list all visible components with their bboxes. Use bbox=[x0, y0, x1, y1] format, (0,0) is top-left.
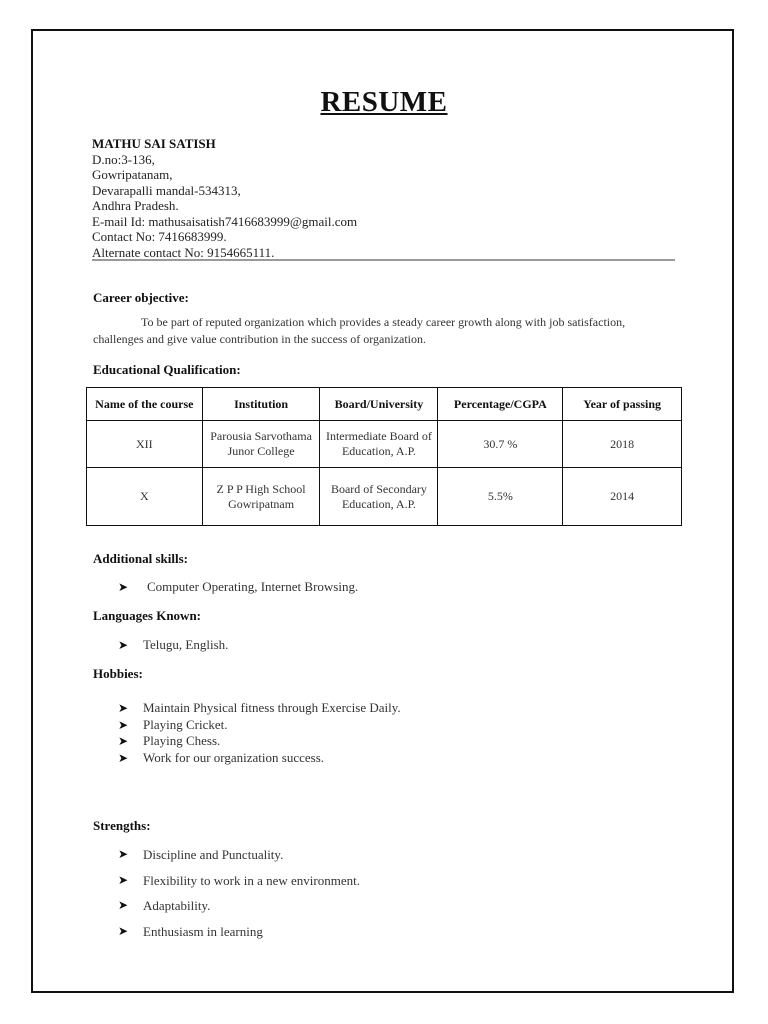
course-cell: X bbox=[87, 468, 203, 526]
list-item: ➤ Discipline and Punctuality. bbox=[118, 842, 360, 868]
table-row bbox=[87, 421, 682, 468]
board-cell: Intermediate Board of Education, A.P. bbox=[320, 421, 438, 468]
arrowhead-bullet-icon: ➤ bbox=[118, 923, 129, 938]
list-item: ➤ Enthusiasm in learning bbox=[118, 919, 360, 945]
languages-list bbox=[118, 637, 228, 653]
contact-number-line: Contact No: 7416683999. bbox=[92, 229, 227, 244]
arrowhead-bullet-icon: ➤ bbox=[118, 872, 129, 887]
institution-cell: Z P P High School Gowripatnam bbox=[202, 468, 320, 526]
list-item: ➤ Computer Operating, Internet Browsing. bbox=[118, 579, 359, 594]
languages-heading: Languages Known: bbox=[93, 608, 201, 623]
percentage-cell: 30.7 % bbox=[438, 421, 563, 468]
additional-skills-heading: Additional skills: bbox=[93, 551, 189, 566]
arrowhead-bullet-icon: ➤ bbox=[118, 734, 129, 748]
column-header: Year of passing bbox=[563, 388, 682, 421]
table-row bbox=[87, 468, 682, 526]
hobbies-heading: Hobbies: bbox=[93, 666, 143, 681]
alternate-contact-line: Alternate contact No: 9154665111. bbox=[92, 244, 275, 260]
list-item: ➤ Flexibility to work in a new environment. bbox=[118, 868, 360, 894]
list-item: ➤ Adaptability. bbox=[118, 893, 360, 919]
column-header: Name of the course bbox=[87, 388, 203, 421]
address-line: Andhra Pradesh. bbox=[92, 198, 179, 213]
course-cell: XII bbox=[87, 421, 203, 468]
contact-block bbox=[92, 136, 357, 260]
table-header-row bbox=[87, 388, 682, 421]
candidate-name: MATHU SAI SATISH bbox=[92, 136, 216, 151]
skills-list bbox=[118, 579, 358, 595]
address-line: Devarapalli mandal-534313, bbox=[92, 182, 241, 198]
year-cell: 2018 bbox=[563, 421, 682, 468]
arrowhead-bullet-icon: ➤ bbox=[118, 847, 129, 861]
hobbies-list bbox=[118, 700, 401, 766]
career-objective-heading: Career objective: bbox=[93, 290, 189, 305]
arrowhead-bullet-icon: ➤ bbox=[118, 717, 129, 732]
arrowhead-bullet-icon: ➤ bbox=[118, 638, 129, 652]
board-cell: Board of Secondary Education, A.P. bbox=[320, 468, 438, 526]
list-item: ➤ Playing Cricket. bbox=[118, 716, 228, 732]
education-table bbox=[86, 387, 682, 526]
header-divider bbox=[92, 259, 675, 261]
email-line: E-mail Id: mathusaisatish7416683999@gmail.com bbox=[92, 213, 358, 229]
percentage-cell: 5.5% bbox=[438, 468, 563, 526]
arrowhead-bullet-icon: ➤ bbox=[118, 898, 129, 912]
column-header: Board/University bbox=[320, 388, 438, 421]
list-item: ➤ Work for our organization success. bbox=[118, 749, 325, 765]
column-header: Institution bbox=[202, 388, 320, 421]
year-cell: 2014 bbox=[563, 468, 682, 526]
list-item: ➤ Playing Chess. bbox=[118, 733, 221, 748]
list-item: ➤ Maintain Physical fitness through Exercise Daily. bbox=[118, 700, 401, 715]
institution-cell: Parousia Sarvothama Junor College bbox=[202, 421, 320, 468]
address-line: Gowripatanam, bbox=[92, 167, 173, 182]
resume-title: RESUME bbox=[320, 86, 448, 118]
address-line: D.no:3-136, bbox=[92, 151, 155, 167]
arrowhead-bullet-icon: ➤ bbox=[118, 701, 129, 715]
column-header: Percentage/CGPA bbox=[438, 388, 563, 421]
strengths-list bbox=[118, 842, 360, 944]
strengths-heading: Strengths: bbox=[93, 818, 151, 833]
list-item: ➤ Telugu, English. bbox=[118, 637, 229, 652]
arrowhead-bullet-icon: ➤ bbox=[118, 580, 129, 594]
arrowhead-bullet-icon: ➤ bbox=[118, 750, 129, 765]
education-heading: Educational Qualification: bbox=[93, 362, 241, 377]
career-objective-text: To be part of reputed organization which provides a steady career growth along with job satisfaction, challenges and give value contribution in the success of organization. bbox=[93, 315, 626, 346]
